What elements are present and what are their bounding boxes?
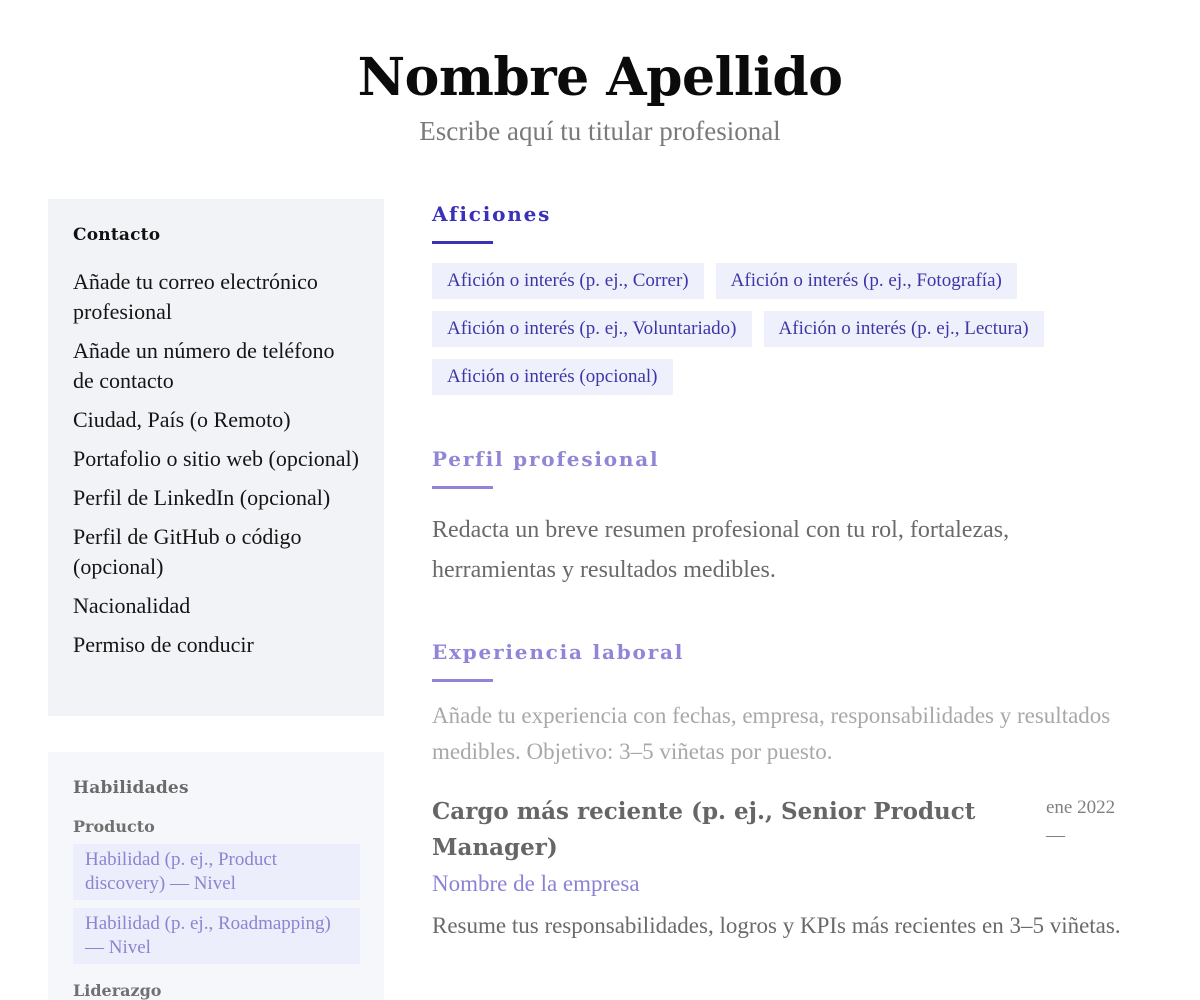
section-divider [432,486,493,489]
sidebar [48,199,384,1000]
contact-github[interactable]: Perfil de GitHub o código (opcional) [73,524,302,579]
company-name[interactable]: Nombre de la empresa [432,871,640,896]
job-date-separator: — [1046,825,1065,846]
skill-group-title[interactable]: Producto [73,817,155,836]
section-divider [432,679,493,682]
job-title[interactable]: Cargo más reciente (p. ej., Senior Product Manager) [432,798,976,861]
contact-email[interactable]: Añade tu correo electrónico profesional [73,269,318,324]
contact-location[interactable]: Ciudad, País (o Remoto) [73,407,291,432]
hobby-chip[interactable]: Afición o interés (p. ej., Correr) [432,263,704,299]
skills-title: Habilidades [73,778,189,798]
hobbies-title: Aficiones [432,202,552,226]
hobby-chip[interactable]: Afición o interés (p. ej., Voluntariado) [432,311,752,347]
hobby-chips [432,263,1092,395]
hobbies-section [432,200,1142,395]
full-name[interactable]: Nombre Apellido [357,47,843,108]
contact-portfolio[interactable]: Portafolio o sitio web (opcional) [73,446,359,471]
job-description[interactable]: Resume tus responsabilidades, logros y KPIs más recientes en 3–5 viñetas. [432,913,1121,938]
job-start-date: ene 2022 [1046,797,1116,818]
contact-phone[interactable]: Añade un número de teléfono de contacto [73,338,335,393]
contact-linkedin[interactable]: Perfil de LinkedIn (opcional) [73,485,331,510]
experience-hint: Añade tu experiencia con fechas, empresa, responsabilidades y resultados medibles. Objetivo: 3–5 viñetas por puesto. [432,703,1111,764]
contact-driving-license[interactable]: Permiso de conducir [73,632,254,657]
skill-group-title[interactable]: Liderazgo [73,981,162,1000]
hobby-chip[interactable]: Afición o interés (p. ej., Fotografía) [716,263,1017,299]
skill-item[interactable]: Habilidad (p. ej., Product discovery) — Nivel [73,844,360,900]
resume-header [0,44,1200,148]
job-entry [432,794,1142,943]
main-content [432,200,1142,943]
job-dates[interactable] [1046,794,1134,850]
hobby-chip[interactable]: Afición o interés (opcional) [432,359,673,395]
section-divider [432,241,493,244]
contact-nationality[interactable]: Nacionalidad [73,593,191,618]
profile-section [432,445,1142,590]
contact-title: Contacto [73,225,161,245]
experience-section [432,638,1142,943]
professional-headline[interactable]: Escribe aquí tu titular profesional [419,116,781,146]
profile-title: Perfil profesional [432,447,660,471]
skill-item[interactable]: Habilidad (p. ej., Roadmapping) — Nivel [73,908,360,964]
contact-card [48,199,384,716]
hobby-chip[interactable]: Afición o interés (p. ej., Lectura) [764,311,1044,347]
experience-title: Experiencia laboral [432,640,685,664]
profile-summary[interactable]: Redacta un breve resumen profesional con tu rol, fortalezas, herramientas y resultados medibles. [432,517,1010,583]
skills-card [48,752,384,1000]
